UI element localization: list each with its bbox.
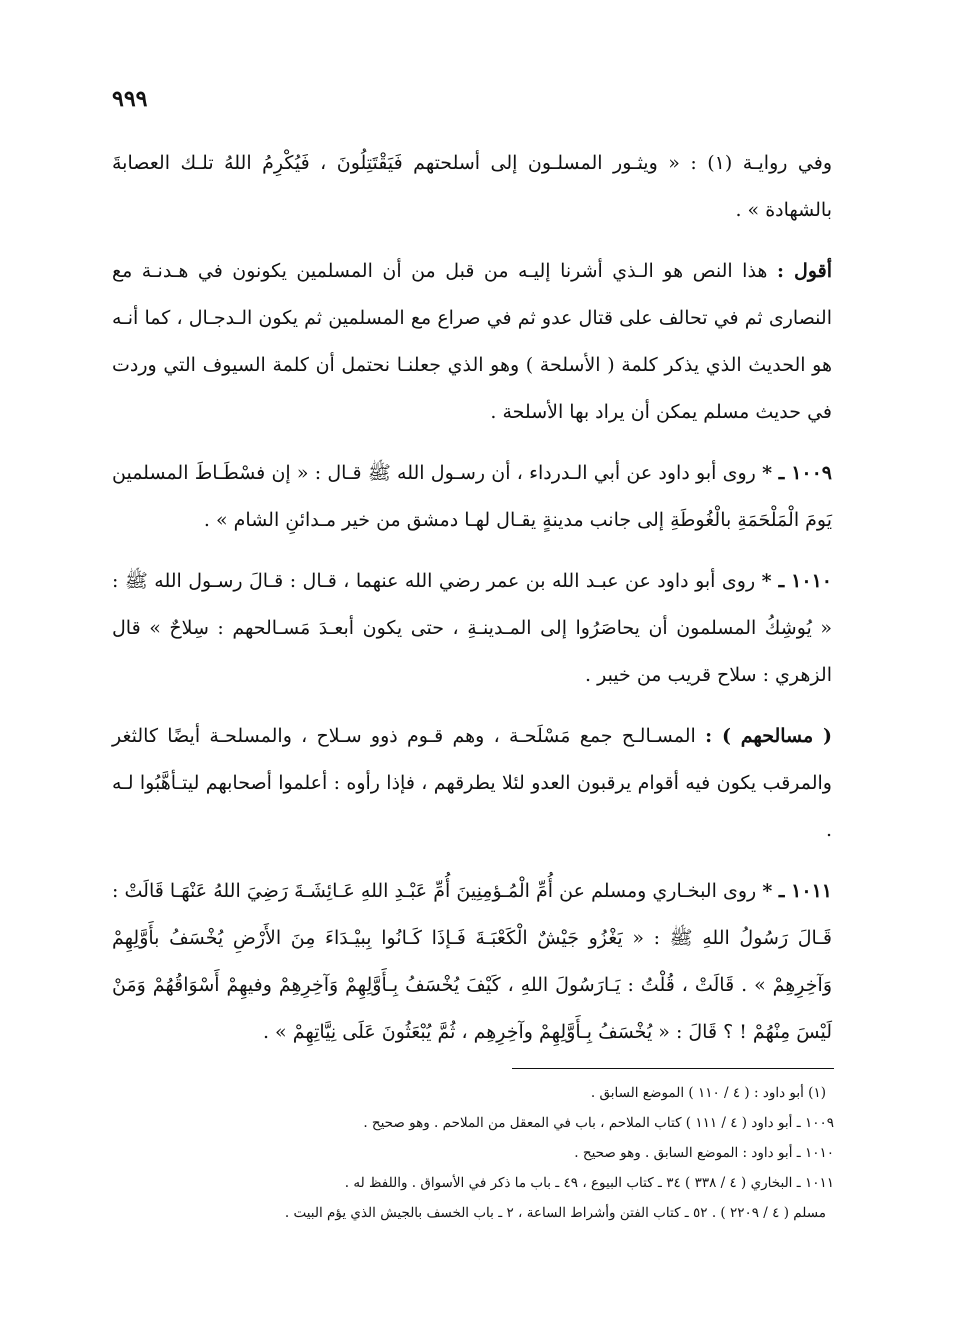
footnote-1011: ١٠١١ ـ البخاري ( ٤ / ٣٣٨ ) ٣٤ ـ كتاب البيوع ، ٤٩ ـ باب ما ذكر في الأسواق . واللفظ له . [344, 1175, 834, 1191]
paragraph-hadith-1010 [112, 558, 832, 699]
footnote-divider [512, 1068, 834, 1069]
paragraph-text: روى أبو داود عن عبـد الله بن عمر رضي الله عنهما ، قـال : قـالَ رسـول الله ﷺ : « يُوشِكُ المسلمون أن يحاصَرُوا إلى المـدينـةِ ، حتى يكون أبعـدَ مَسـالحهم : سِلاحٌ » قال الزهري : سلاح قريب من خيبر . [112, 570, 832, 686]
paragraph-masalihuhum [112, 713, 832, 854]
footnote-1010: ١٠١٠ ـ أبو داود : الموضع السابق . وهو صحيح . [574, 1145, 834, 1161]
paragraph-text: وفي روايـة (١) : « ويثـور المسلـون إلى أسلحتهم فَيَقْتَتِلُونَ ، فَيُكْرِمُ اللهُ تلـك العصابةَ بالشهادة » . [112, 152, 833, 221]
paragraph-text: المسـالـح جمع مَسْلَحـة ، وهم قـوم ذوو سـلاح ، والمسلحـة أيضًا كالثغر والمرقب يكون فيه أقوام يرقبون العدو لئلا يطرقهم ، فإذا رأوه : أعلموا أصحابهم ليتـأهَّبُوا لـه . [112, 725, 832, 841]
paragraph-lead: ١٠٠٩ ـ * [762, 462, 833, 484]
paragraph-text: روى أبو داود عن أبي الـدرداء ، أن رسـول الله ﷺ قـال : « إن فسْطَـاطَ المسلمين يَومَ الْمَلْحَمَةِ بالْغُوطَةِ إلى جانب مدينةٍ يقـال لهـا دمشق من خير مـدائنِ الشام » . [112, 462, 832, 531]
footnote-1011-muslim: مسلم ( ٤ / ٢٢٠٩ ) . ٥٢ ـ كتاب الفتن وأشراط الساعة ، ٢ ـ باب الخسف بالجيش الذي يؤم البيت . [284, 1205, 826, 1221]
paragraph-lead: ( مسالحهم ) : [705, 725, 833, 747]
paragraph-text: هذا النص هو الـذي أشرنا إليـه من قبل من أن المسلمين يكونون في هـدنـة مع النصارى ثم في تحالف على قتال عدو ثم في صراع مع المسلمين ثم يكون الـدجـال ، كما أنـه هو الحديث الذي يذكر كلمة ( الأسلحة ) وهو الذي جعلنـا نحتمل أن كلمة السيوف التي وردت في حديث مسلم يمكن أن يراد بها الأسلحة . [112, 260, 832, 423]
paragraph-hadith-1009 [112, 450, 832, 544]
footnote-1: (١) أبو داود : ( ٤ / ١١٠ ) الموضع السابق . [590, 1085, 826, 1101]
footnote-1009: ١٠٠٩ ـ أبو داود ( ٤ / ١١١ ) كتاب الملاحم ، باب في المعقل من الملاحم . وهو صحيح . [363, 1115, 834, 1131]
paragraph-lead: ١٠١١ ـ * [762, 880, 832, 902]
paragraph-aqul [112, 248, 832, 436]
body-text [112, 140, 832, 1070]
paragraph-text: روى البخـاري ومسلم عن أُمِّ الْمُـؤمِنِينَ أُمِّ عَبْـدِ اللهِ عَـائِشَـةَ رَضِيَ اللهُ عَنْهَـا قَالَتْ : قَـالَ رَسُولُ اللهِ ﷺ : « يَغْزُو جَيْشٌ الْكَعْبَـةَ فَـإذَا كَـانُوا بِبيْـدَاءَ مِنَ الأَرْضِ يُخْسَفُ بأَوَّلِهِمْ وَآخِرِهِمْ » . قَالَتْ ، قُلْتُ : يَـارَسُولَ اللهِ ، كَيْفَ يُخْسَفُ بِـأَوَّلِهِمْ وَآخِرِهِمْ وفيهِمْ أَسْوَاقُهُمْ وَمَنْ لَيْسَ مِنْهُمْ ! ؟ قَالَ : « يُخْسَفُ بِـأَوَّلِهِمْ وآخِرِهِم ، ثُمَّ يُبْعَثُونَ عَلَى نِيَّاتِهِمْ » . [112, 880, 832, 1043]
paragraph-lead: أقول : [776, 260, 832, 282]
footnotes [112, 1078, 834, 1228]
paragraph-lead: ١٠١٠ ـ * [761, 570, 832, 592]
paragraph-riwaya [112, 140, 832, 234]
page-number: ٩٩٩ [112, 86, 148, 112]
paragraph-hadith-1011 [112, 868, 832, 1056]
